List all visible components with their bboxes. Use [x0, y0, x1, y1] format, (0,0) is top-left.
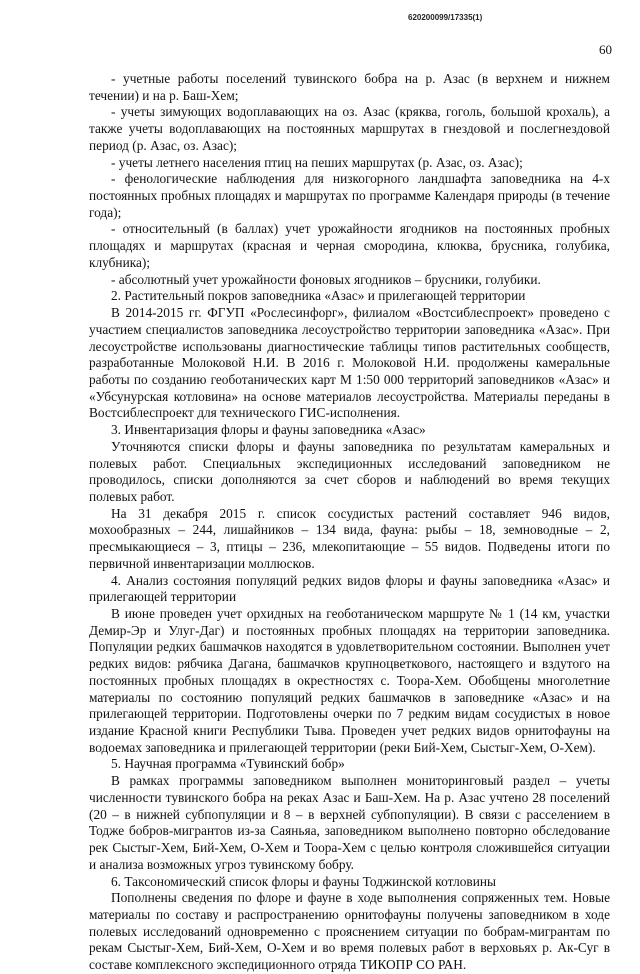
page-number: 60: [599, 42, 612, 57]
section-heading-5: 5. Научная программа «Тувинский бобр»: [111, 756, 345, 772]
section-3-text-2: На 31 декабря 2015 г. список сосудистых растений составляет 946 видов, мохообразных – 244, лишайников – 134 вида, фауна: рыбы – 18, земноводные – 2, пресмыкающиеся – 3, птицы – 236, млекопитающие – 55 видов. Подведены итоги по первичной инвентаризации моллюсков.: [89, 505, 610, 571]
section-5-text: В рамках программы заповедником выполнен мониторинговый раздел – учеты численности тувинского бобра на реках Азас и Баш-Хем. На р. Азас учтено 28 поселений (20 – в нижней субпопуляции и 8 – в верхней субпопуляции). В связи с расселением в Тодже бобров-мигрантов из-за Саяньяа, заповедником выполнено повторно обследование рек Сыстыг-Хем, Бий-Хем, О-Хем и Тоора-Хем с целью контроля сложившейся ситуации и анализа возможных угроз тувинскому бобру.: [89, 773, 610, 872]
section-4-text: В июне проведен учет орхидных на геоботаническом маршруте № 1 (14 км, участки Демир-Эр и Улуг-Даг) и постоянных пробных площадях на территории заповедника. Популяции редких башмачков находятся в удовлетворительном состоянии. Выполнен учет редких видов: рябчика Дагана, башмачков крупноцветкового, настоящего и вздутого на постоянных пробных площадях в окрестностях с. Тоора-Хем. Обобщены многолетние материалы по состоянию популяций редких башмачков в заповеднике «Азас» и на прилегающей территории. Подготовлены очерки по 7 редким видам сосудистых в новое издание Красной книги Республики Тыва. Проведен учет редких видов орнитофауны на водоемах заповедника и прилегающей территории (реки Бий-Хем, Сыстыг-Хем, О-Хем).: [89, 606, 610, 755]
section-heading-2: 2. Растительный покров заповедника «Азас» и прилегающей территории: [111, 288, 526, 304]
list-item-bird-counts: - учеты летнего населения птиц на пеших маршрутах (р. Азас, оз. Азас);: [111, 154, 523, 170]
section-heading-4: 4. Анализ состояния популяций редких видов флоры и фауны заповедника «Азас» и прилегающей территории: [89, 572, 610, 605]
list-item-phenology: - фенологические наблюдения для низкогорного ландшафта заповедника на 4-х постоянных пробных площадях и маршрутах по программе Календаря природы (в течение года);: [89, 171, 610, 220]
section-heading-6: 6. Таксономический список флоры и фауны Тоджинской котловины: [111, 873, 496, 889]
section-6-text: Пополнены сведения по флоре и фауне в ходе выполнения сопряженных тем. Новые материалы по составу и распространению орнитофауны получены заповедником в ходе полевых исследований одновременно с прояснением ситуации по бобрам-мигрантам по рекам Сыстыг-Хем, Бий-Хем, О-Хем и во время полевых работ в верховьях р. Ак-Суг в составе комплексного экспедиционного отряда ТИКОПР СО РАН.: [89, 890, 610, 973]
section-3-text-1: Уточняются списки флоры и фауны заповедника по результатам камеральных и полевых работ. Специальных экспедиционных исследований заповедником не проводилось, списки дополняются за счет сборов и наблюдений во время текущих полевых работ.: [89, 438, 610, 504]
list-item-beaver-counts: - учетные работы поселений тувинского бобра на р. Азас (в верхнем и нижнем течении) и на р. Баш-Хем;: [89, 71, 610, 103]
document-number: 620200099/17335(1): [408, 13, 483, 22]
page-body: [89, 71, 610, 974]
list-item-berry-absolute: - абсолютный учет урожайности фоновых ягодников – брусники, голубики.: [111, 271, 541, 287]
section-2-text: В 2014-2015 гг. ФГУП «Рослесинфорг», филиалом «Востсиблеспроект» проведено с участием специалистов заповедника лесоустройство территории заповедника «Азас». При лесоустройстве использованы диагностические таблицы типов растительных сообществ, разработанные Молоковой Н.И. В 2016 г. Молоковой Н.И. продолжены камеральные работы по созданию геоботанических карт М 1:50 000 территорий заповедников «Азас» и «Убсунурская котловина» на основе материалов лесоустройства. Материалы переданы в Востсиблеспроект для технического ГИС-исполнения.: [89, 305, 610, 421]
section-heading-3: 3. Инвентаризация флоры и фауны заповедника «Азас»: [111, 422, 426, 438]
list-item-waterfowl-counts: - учеты зимующих водоплавающих на оз. Азас (кряква, гоголь, большой крохаль), а также учеты водоплавающих на постоянных маршрутах в гнездовой и послегнездовой период (р. Азас, оз. Азас);: [89, 104, 610, 153]
list-item-berry-relative: - относительный (в баллах) учет урожайности ягодников на постоянных пробных площадях и маршрутах (красная и черная смородина, клюква, брусника, голубика, клубника);: [89, 221, 610, 270]
